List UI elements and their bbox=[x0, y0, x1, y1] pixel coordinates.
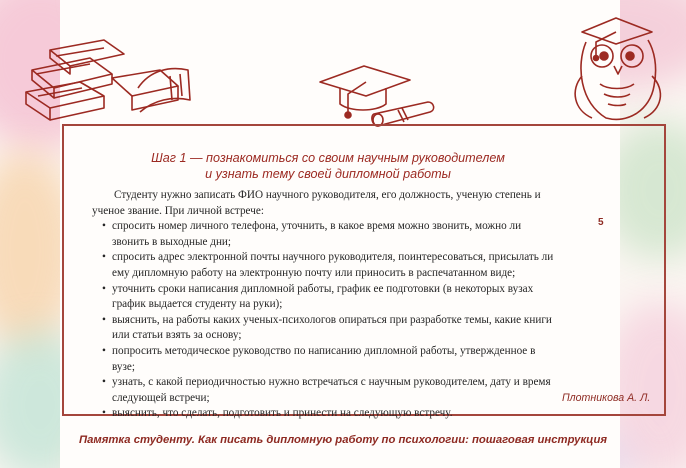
intro-paragraph: Студенту нужно записать ФИО научного руководителя, его должность, ученую степень и ученое звание. При личной встрече: bbox=[92, 189, 541, 217]
list-item: • узнать, с какой периодичностью нужно встречаться с научным руководителем, дату и время следующей встречи; bbox=[102, 375, 558, 406]
footer-title: Памятка студенту. Как писать дипломную работу по психологии: пошаговая инструкция bbox=[78, 434, 608, 446]
list-item: • выяснить, что сделать, подготовить и принести на следующую встречу. bbox=[102, 406, 558, 422]
list-item: • выяснить, на работы каких ученых-психологов опираться при разработке темы, какие книги или статьи взять за основу; bbox=[102, 313, 558, 344]
page-number: 5 bbox=[598, 217, 604, 228]
body-text bbox=[92, 188, 558, 422]
books-icon bbox=[20, 30, 200, 130]
author-name: Плотникова А. Л. bbox=[562, 392, 651, 404]
step-heading-line2: и узнать тему своей дипломной работы bbox=[205, 167, 451, 181]
list-item: • уточнить сроки написания дипломной работы, график ее подготовки (в некоторых вузах график выдается студенту на руки); bbox=[102, 282, 558, 313]
list-item: • спросить номер личного телефона, уточнить, в какое время можно звонить, можно ли звонить в выходные дни; bbox=[102, 219, 558, 250]
checklist bbox=[92, 219, 558, 422]
list-item: • попросить методическое руководство по написанию дипломной работы, утвержденное в вузе; bbox=[102, 344, 558, 375]
step-heading bbox=[118, 150, 538, 182]
owl-icon bbox=[562, 6, 672, 128]
list-item: • спросить адрес электронной почты научного руководителя, поинтересоваться, присылать ли ему дипломную работу на электронную почту или приносить в распечатанном виде; bbox=[102, 250, 558, 281]
step-heading-line1: Шаг 1 — познакомиться со своим научным руководителем bbox=[151, 151, 505, 165]
